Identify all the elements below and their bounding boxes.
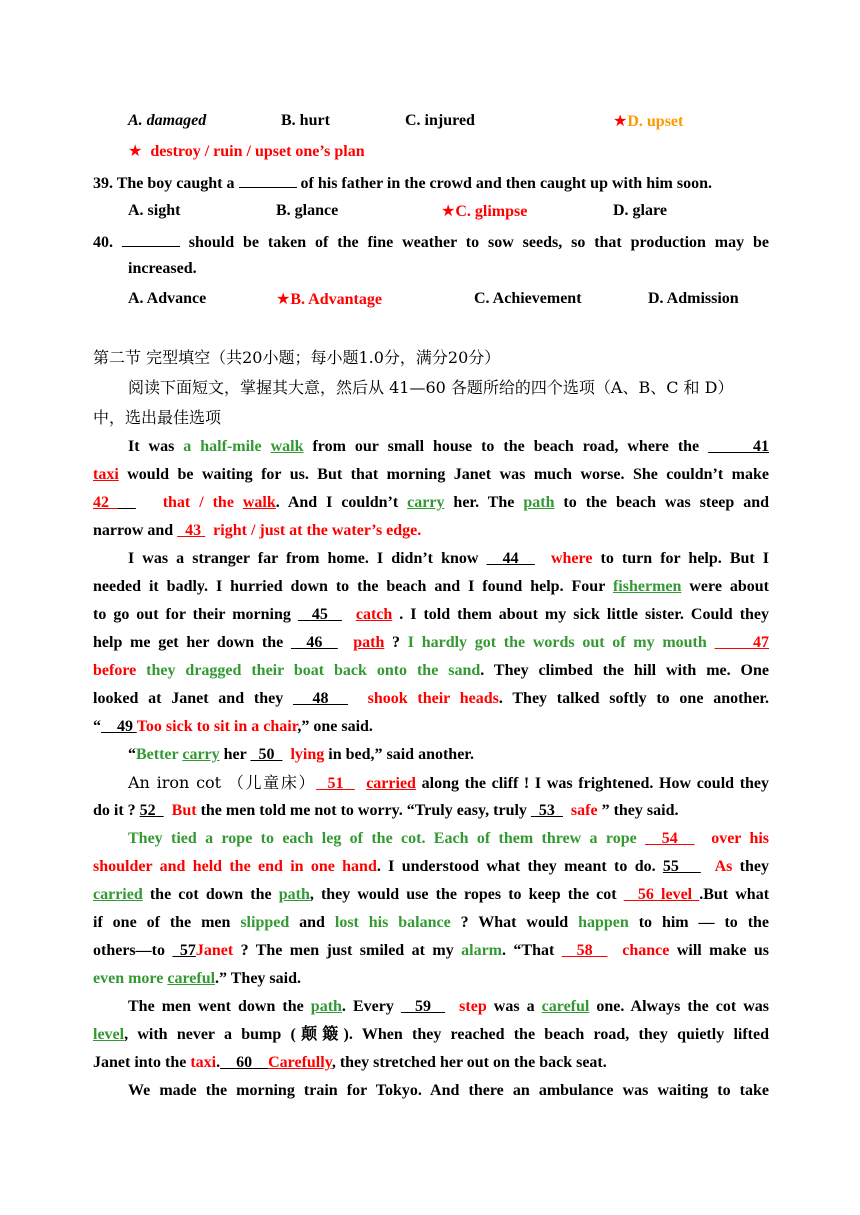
passage-line: We made the morning train for Tokyo. And there an ambulance was waiting to take [128, 1082, 769, 1099]
blank-46 [291, 634, 338, 651]
text-run: looked at Janet and they [93, 690, 293, 707]
blank-52 [140, 802, 164, 819]
text-run: ” they said. [597, 802, 679, 819]
blank-43 [177, 522, 205, 539]
text-run: An iron cot （儿童床） [128, 773, 317, 792]
text-run: The men went down the [128, 998, 311, 1015]
text-run: But [171, 802, 197, 819]
text-run: they dragged their boat back onto the sand [136, 662, 481, 679]
text-run [118, 494, 136, 511]
text-run: path [278, 886, 310, 903]
text-run: , they would use the ropes to keep the cot [309, 886, 624, 903]
text-run: her [219, 746, 251, 763]
blank-44 [487, 550, 535, 567]
text-run: ? [384, 634, 408, 651]
passage-line [93, 885, 769, 905]
q38-option-a: A. damaged [128, 112, 207, 129]
blank-48 [293, 690, 348, 707]
blank-56 [624, 886, 700, 903]
text-run: right / just at the water’s edge [213, 522, 418, 539]
text-run: if one of the men [93, 914, 241, 931]
passage-line [93, 493, 769, 513]
text-run: along the cliff ! I was frightened. How could they [415, 775, 770, 792]
q40-option-d: D. Admission [648, 290, 739, 307]
text-run: and [289, 914, 335, 931]
text-run: the men told me not to worry. “Truly easy, truly [196, 802, 531, 819]
passage-line [93, 801, 678, 821]
blank-54 [645, 830, 694, 847]
text-run: a half-mile [183, 438, 271, 455]
section-instruction-cont: 中，选出最佳选项 [93, 408, 222, 427]
section-instruction: 阅读下面短文，掌握其大意，然后从 41—60 各题所给的四个选项（A、B、C 和 D） [128, 378, 734, 397]
q39-option-a: A. sight [128, 202, 181, 219]
text-run: Too sick to sit in a chair [136, 718, 298, 735]
text-run: “ [128, 746, 136, 763]
text-run: over his [711, 830, 770, 847]
blank-42: 42 [93, 494, 118, 511]
q38-note: ★ destroy / ruin / upset one’s plan [128, 141, 365, 160]
passage-line [93, 1053, 607, 1073]
text-run: 59 [414, 998, 431, 1015]
text-run: 43 [185, 522, 202, 539]
text-run: ? The men just smiled at my [233, 942, 462, 959]
text-run: fishermen [612, 578, 682, 595]
text-run: 46 [306, 634, 323, 651]
q38-option-c: C. injured [405, 112, 475, 129]
answer-blank [239, 171, 297, 188]
text-run: carried [93, 886, 143, 903]
passage-line [93, 605, 769, 625]
text-run: others—to [93, 942, 173, 959]
text-run: . I understood what they meant to do. [376, 858, 663, 875]
blank-47 [715, 634, 770, 651]
blank-41 [708, 438, 769, 455]
passage-line [93, 717, 373, 737]
text-run: careful [167, 970, 216, 987]
text-run: . I told them about my sick little sister. Could they [392, 606, 770, 623]
blank-59 [401, 998, 445, 1015]
text-run: 57 [179, 942, 196, 959]
text-run: help me get her down the [93, 634, 291, 651]
passage-line [93, 661, 769, 681]
passage-line [93, 969, 301, 989]
text-run: carried [366, 775, 416, 792]
text-run: I hardly got the words out of my mouth [407, 634, 707, 651]
text-run: in bed,” said another. [324, 746, 474, 763]
text-run: slipped [240, 914, 290, 931]
text-run: It was [128, 438, 184, 455]
text-run: , with never a bump (颠簸). When they reached the beach road, they quietly lifted [124, 1026, 769, 1043]
passage-line [93, 857, 769, 877]
q39-option-c-answer: ★C. glimpse [441, 201, 528, 220]
text-run: . And I couldn’t [275, 494, 408, 511]
q39-option-d: D. glare [613, 202, 667, 219]
text-run: . “That [502, 942, 562, 959]
text-run: one. Always the cot was [589, 998, 770, 1015]
star-icon: ★ [441, 201, 456, 220]
blank-50 [250, 746, 282, 763]
passage-line [93, 941, 769, 961]
blank-55 [663, 858, 701, 875]
passage-line [93, 913, 769, 933]
text-run: carry [407, 494, 445, 511]
blank-51 [316, 775, 355, 792]
text-run: Janet [195, 942, 234, 959]
text-run: ,” one said. [297, 718, 373, 735]
passage-line [128, 549, 769, 569]
q38-option-d-answer: ★D. upset [613, 111, 684, 130]
passage-line [93, 577, 769, 597]
text-run: the cot down the [142, 886, 279, 903]
text-run: 58 [576, 942, 593, 959]
text-run: safe [570, 802, 598, 819]
text-run: .” They said. [215, 970, 301, 987]
text-run: path [523, 494, 555, 511]
text-run: . They climbed the hill with me. One [480, 662, 769, 679]
text-run: 41 [753, 438, 770, 455]
text-run: . Every [341, 998, 401, 1015]
text-run: happen [578, 914, 629, 931]
text-run: path [353, 634, 385, 651]
text-run: walk [270, 438, 304, 455]
text-run: do it ? [93, 802, 140, 819]
text-run: to go out for their morning [93, 606, 298, 623]
text-run: they [732, 858, 770, 875]
text-run: were about [681, 578, 769, 595]
text-run: Better [136, 746, 183, 763]
text-run: As [714, 858, 733, 875]
text-run: to turn for help. But I [592, 550, 770, 567]
q40-stem-cont: increased. [128, 260, 197, 277]
text-run: step [459, 998, 487, 1015]
blank-58 [562, 942, 608, 959]
q40-option-b-answer: ★B. Advantage [276, 289, 382, 308]
q38-option-b: B. hurt [281, 112, 330, 129]
q40-stem: 40. should be taken of the fine weather to sow seeds, so that production may be [93, 230, 769, 250]
passage-line [128, 997, 769, 1017]
text-run: 45 [311, 606, 328, 623]
blank-57 [172, 942, 195, 959]
text-run: level [93, 1026, 125, 1043]
text-run: 53 [538, 802, 555, 819]
blank-53 [531, 802, 563, 819]
text-run: catch [355, 606, 393, 623]
text-run: alarm [461, 942, 502, 959]
passage-line [128, 829, 769, 849]
text-run: 52 [139, 802, 156, 819]
text-run: ? What would [450, 914, 579, 931]
text-run: that / the [162, 494, 243, 511]
text-run: will make us [669, 942, 769, 959]
text-run: where [550, 550, 593, 567]
text-run: I was a stranger far from home. I didn’t know [128, 550, 487, 567]
passage-line [128, 773, 769, 793]
text-run: taxi [190, 1054, 217, 1071]
passage-line [93, 633, 769, 653]
text-run: path [310, 998, 342, 1015]
star-icon: ★ [276, 289, 291, 308]
text-run: Janet into the [93, 1054, 191, 1071]
text-run: “ [93, 718, 101, 735]
text-run: 55 [662, 858, 679, 875]
text-run: .But what [699, 886, 770, 903]
passage-line [93, 521, 421, 541]
text-run: 44 [502, 550, 519, 567]
text-run: taxi [93, 466, 119, 483]
blank-45 [298, 606, 342, 623]
text-run: 50 [258, 746, 275, 763]
blank-49 [101, 718, 137, 735]
passage-line [93, 1025, 769, 1045]
text-run: careful [541, 998, 590, 1015]
text-run: . [216, 1054, 221, 1071]
passage-line [93, 689, 769, 709]
text-run: 47 [753, 634, 770, 651]
text-run: 49 [117, 718, 137, 735]
text-run: even more [93, 970, 168, 987]
text-run: her. The [444, 494, 524, 511]
text-run: lost his balance [334, 914, 451, 931]
text-run: to him — to the [628, 914, 770, 931]
q40-option-c: C. Achievement [474, 290, 582, 307]
text-run: before [93, 662, 137, 679]
q39-stem: 39. The boy caught a of his father in the crowd and then caught up with him soon. [93, 171, 712, 191]
text-run: from our small house to the beach road, where the [303, 438, 709, 455]
text-run: narrow and [93, 522, 178, 539]
text-run: 60 [236, 1054, 253, 1071]
text-run: to the beach was steep and [554, 494, 770, 511]
text-run: was a [486, 998, 542, 1015]
text-run: . [417, 522, 422, 539]
text-run: needed it badly. I hurried down to the beach and I found help. Four [93, 578, 613, 595]
text-run: , they stretched her out on the back seat. [331, 1054, 607, 1071]
text-run: lying [290, 746, 325, 763]
star-icon: ★ [613, 111, 628, 130]
text-run: carry [182, 746, 220, 763]
text-run: Carefully [268, 1054, 332, 1071]
q40-option-a: A. Advance [128, 290, 207, 307]
text-run: . They talked softly to one another. [498, 690, 770, 707]
text-run: 54 [661, 830, 678, 847]
text-run: They tied a rope to each leg of the cot. Each of them threw a rope [128, 830, 646, 847]
passage-line [128, 745, 474, 765]
text-run: shoulder and held the end in one hand [93, 858, 377, 875]
text-run: walk [242, 494, 276, 511]
passage-line [128, 437, 769, 457]
section-title: 第二节 完型填空（共20小题；每小题1.0分，满分20分） [93, 348, 501, 367]
text-run: 48 [312, 690, 329, 707]
answer-blank [122, 230, 180, 247]
text-run: shook their heads [367, 690, 499, 707]
blank-60 [220, 1054, 268, 1071]
q39-option-b: B. glance [276, 202, 339, 219]
text-run: 51 [327, 775, 344, 792]
text-run: 56 level [637, 886, 693, 903]
text-run: would be waiting for us. But that morning Janet was much worse. She couldn’t make [118, 466, 769, 483]
text-run: chance [622, 942, 670, 959]
passage-line [93, 465, 769, 485]
star-icon: ★ [128, 141, 143, 160]
